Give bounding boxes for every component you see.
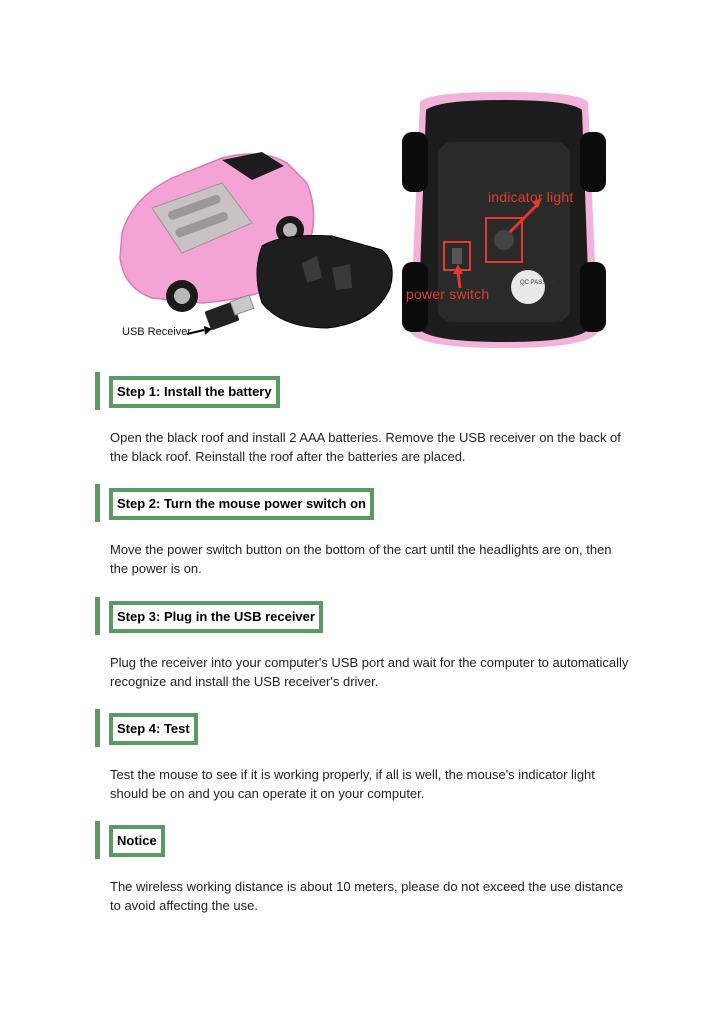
step-2-accent-bar [95, 484, 100, 522]
qc-pass-sticker: QC PASS 03 [520, 280, 555, 286]
power-switch-label: power switch [406, 286, 490, 302]
car-mouse-bottom-illustration [398, 92, 610, 348]
step-2-heading: Step 2: Turn the mouse power switch on [109, 488, 374, 520]
usb-receiver-label: USB Receiver [122, 326, 192, 338]
indicator-light-label: indicator light [488, 189, 574, 205]
step-3-accent-bar [95, 597, 100, 635]
step-3-heading: Step 3: Plug in the USB receiver [109, 601, 323, 633]
step-3-body: Plug the receiver into your computer's USB port and wait for the computer to automatically recognize and install the USB receiver's driver. [110, 655, 629, 689]
car-mouse-open-illustration [112, 138, 402, 348]
notice-body: The wireless working distance is about 10 meters, please do not exceed the use distance to avoid affecting the use. [110, 879, 624, 913]
step-4-body: Test the mouse to see if it is working properly, if all is well, the mouse's indicator light should be on and you can operate it on your computer. [110, 767, 595, 801]
notice-heading: Notice [109, 825, 165, 857]
step-1-accent-bar [95, 372, 100, 410]
step-2-body: Move the power switch button on the bottom of the cart until the headlights are on, then the power is on. [110, 542, 612, 576]
step-4-heading: Step 4: Test [109, 713, 198, 745]
step-1-heading: Step 1: Install the battery [109, 376, 280, 408]
notice-accent-bar [95, 821, 100, 859]
step-1-body: Open the black roof and install 2 AAA batteries. Remove the USB receiver on the back of the black roof. Reinstall the roof after the batteries are placed. [110, 430, 621, 464]
step-4-accent-bar [95, 709, 100, 747]
